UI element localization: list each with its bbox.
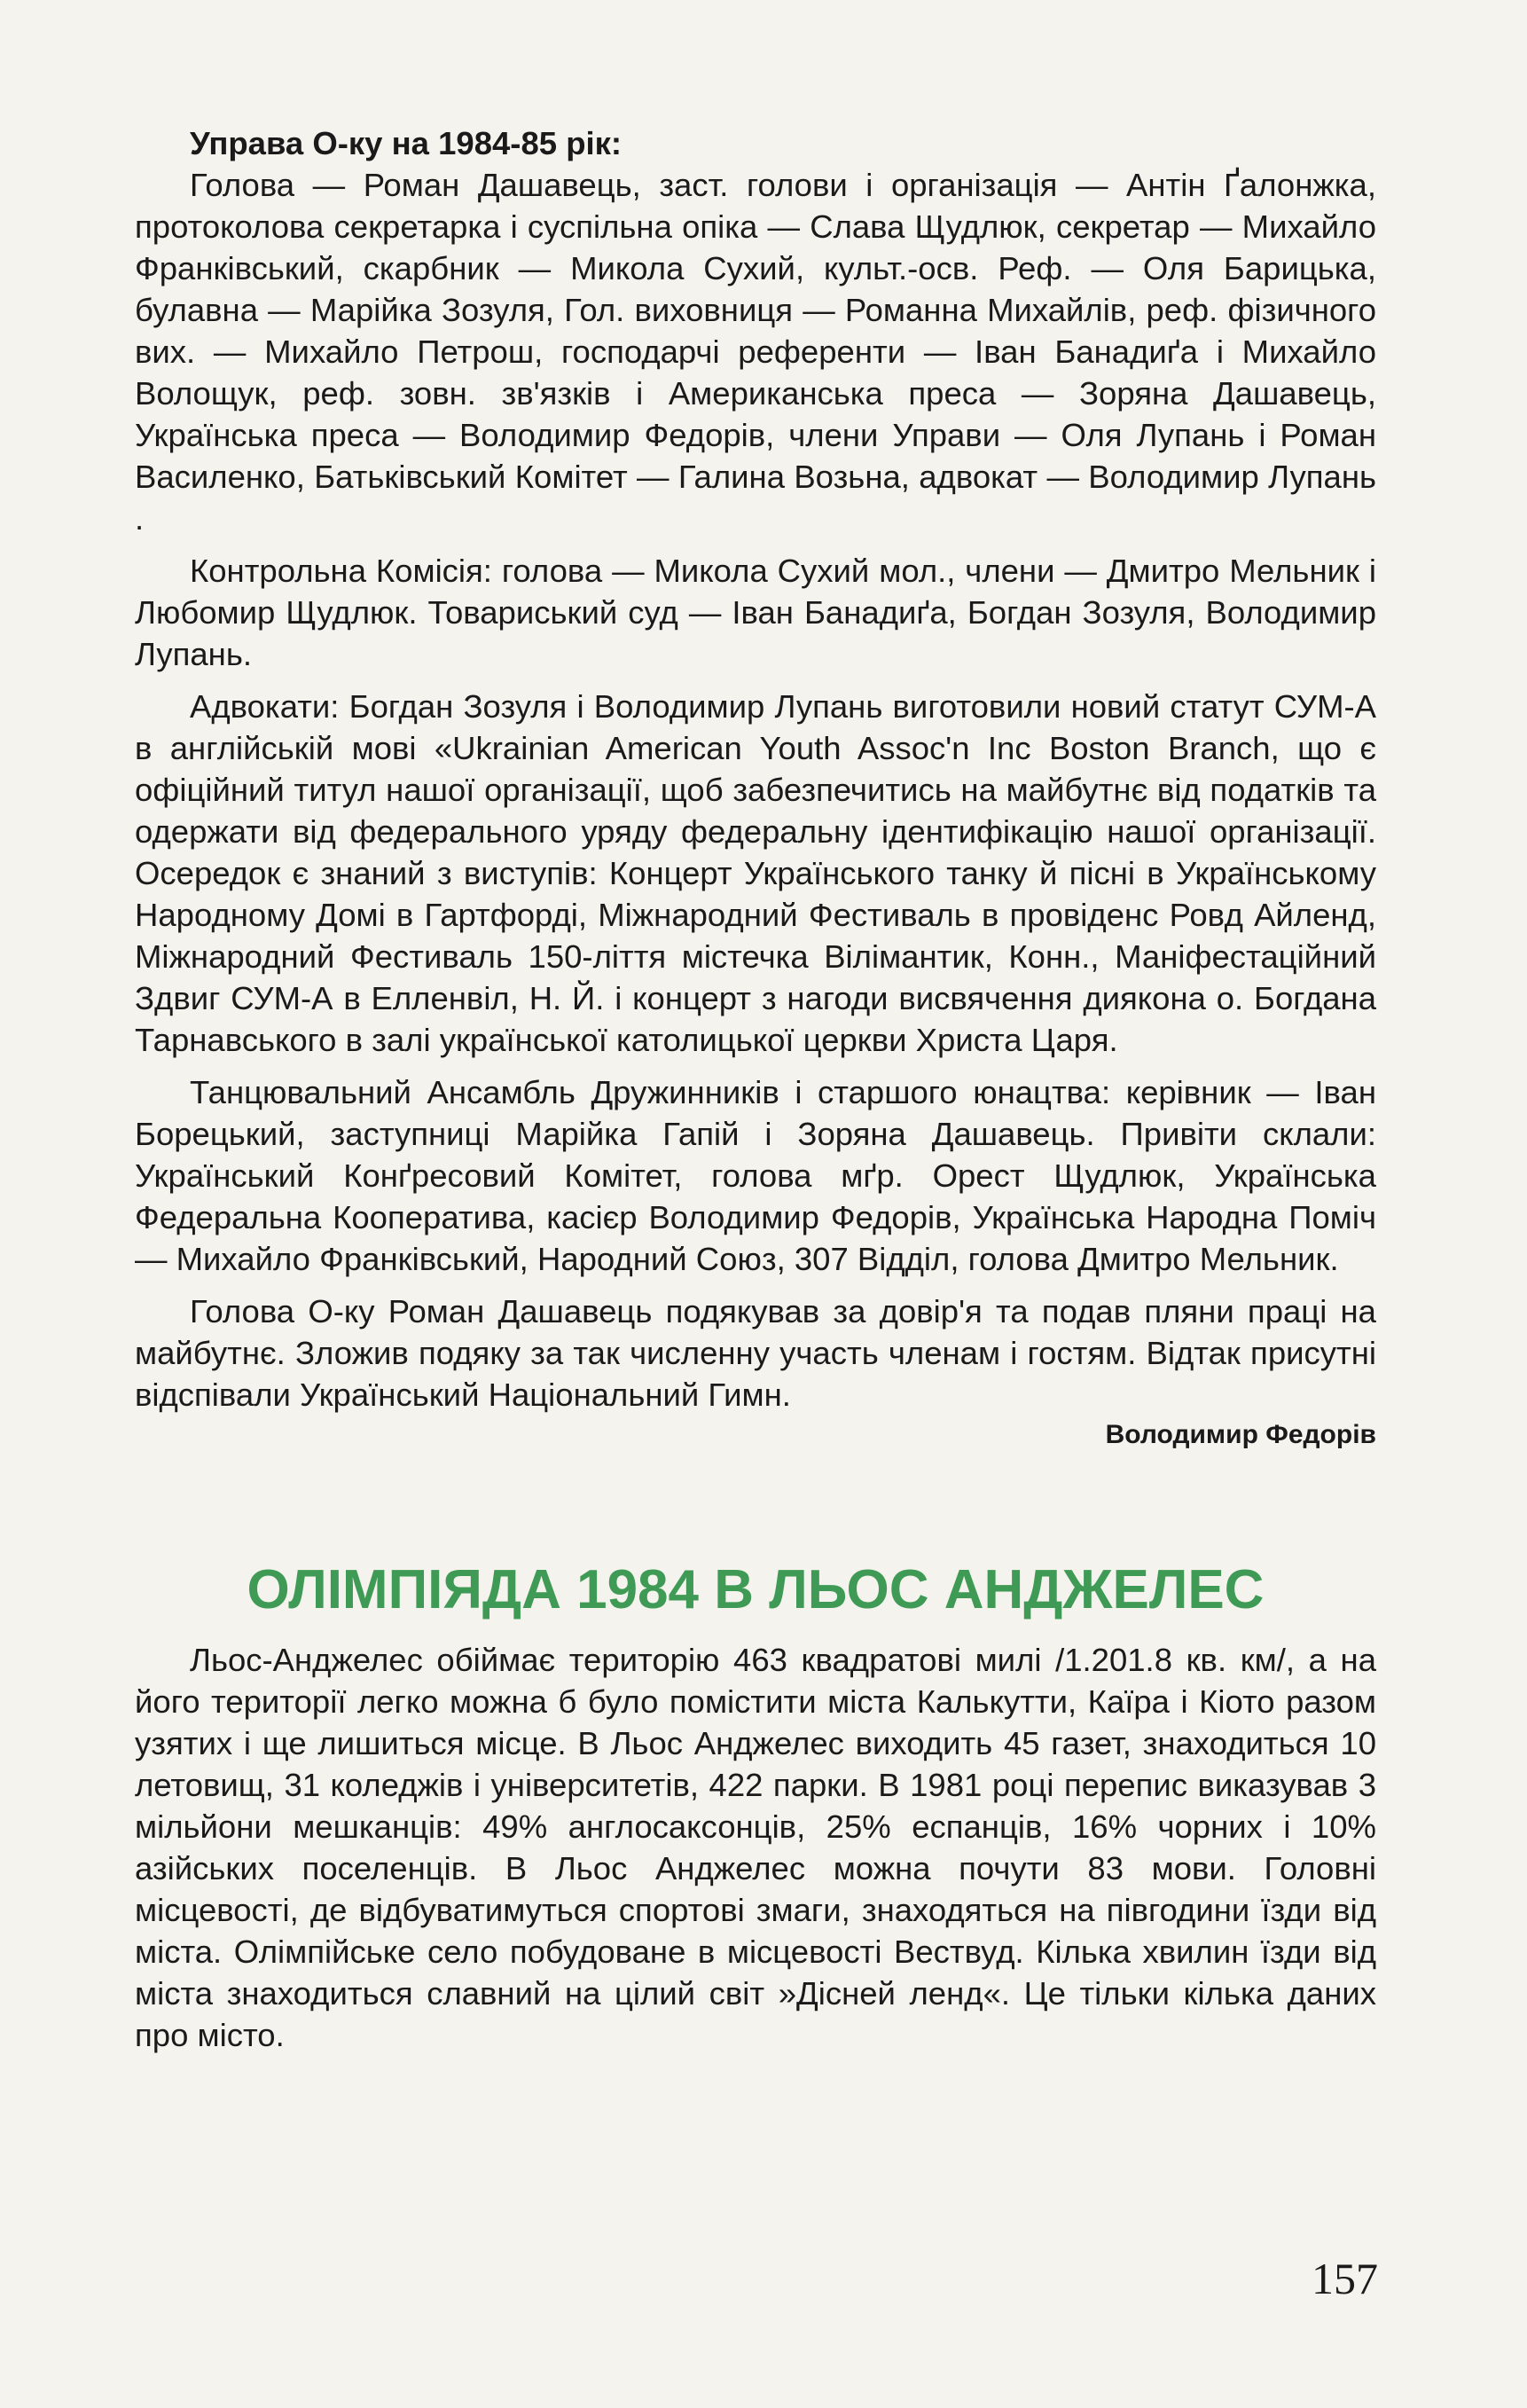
closing-paragraph: Голова О-ку Роман Дашавець подякував за довір'я та подав пляни праці на майбутнє. Зложив подяку за так численну участь членам і гостям. Відтак присутні відспівали Український Національний Гимн.: [135, 1293, 1376, 1413]
page-content: [135, 122, 1376, 2056]
author-signature: Володимир Федорів: [1105, 1420, 1376, 1449]
board-heading: Управа О-ку на 1984-85 рік:: [190, 125, 623, 161]
control-commission-paragraph: Контрольна Комісія: голова — Микола Сухий мол., члени — Дмитро Мельник і Любомир Щудлюк. Товариський суд — Іван Банадиґа, Богдан Зозуля, Володимир Лупань.: [135, 553, 1376, 672]
olympiad-paragraph: Льос-Анджелес обіймає територію 463 квадратові милі /1.201.8 кв. км/, а на його території легко можна б було помістити міста Калькутти, Каїра і Кіото разом узятих і ще лишиться місце. В Льос Анджелес виходить 45 газет, знаходиться 10 летовищ, 31 коледжів і університетів, 422 парки. В 1981 році перепис виказував 3 мільйони мешканців: 49% англосаксонців, 25% еспанців, 16% чорних і 10% азійських поселенців. В Льос Анджелес можна почути 83 мови. Головні місцевості, де відбуватимуться спортові змаги, знаходяться на півгодини їзди від міста. Олімпійське село побудоване в місцевості Вествуд. Кілька хвилин їзди від міста знаходиться славний на цілий світ »Дісней ленд«. Це тільки кілька даних про місто.: [135, 1642, 1376, 2053]
lawyers-paragraph: Адвокати: Богдан Зозуля і Володимир Лупань виготовили новий статут СУМ-А в англійській мові «Ukrainian American Youth Assoc'n Inc Boston Branch, що є офіційний титул нашої організації, щоб забезпечитись на майбутнє від податків та одержати від федерального уряду федеральну ідентифікацію нашої організації. Осередок є знаний з виступів: Концерт Українського танку й пісні в Українському Народному Домі в Гартфорді, Міжнародний Фестиваль в провіденс Ровд Айленд, Міжнародний Фестиваль 150-ліття містечка Вілімантик, Конн., Маніфестаційний Здвиг СУМ-А в Елленвіл, Н. Й. і концерт з нагоди висвячення диякона о. Богдана Тарнавського в залі української католицької церкви Христа Царя.: [135, 688, 1376, 1058]
olympiad-title: ОЛІМПІЯДА 1984 В ЛЬОС АНДЖЕЛЕС: [247, 1559, 1265, 1620]
ensemble-paragraph: Танцювальний Ансамбль Дружинників і старшого юнацтва: керівник — Іван Борецький, заступниці Марійка Гапій і Зоряна Дашавець. Привіти склали: Український Конґресовий Комітет, голова мґр. Орест Щудлюк, Українська Федеральна Кооператива, касієр Володимир Федорів, Українська Народна Поміч — Михайло Франківський, Народний Союз, 307 Відділ, голова Дмитро Мельник.: [135, 1074, 1376, 1277]
page-number: 157: [1312, 2254, 1378, 2303]
board-paragraph: Голова — Роман Дашавець, заст. голови і організація — Антін Ґалонжка, протоколова секретарка і суспільна опіка — Слава Щудлюк, секретар — Михайло Франківський, скарбник — Микола Сухий, культ.-осв. Реф. — Оля Барицька, булавна — Марійка Зозуля, Гол. виховниця — Романна Михайлів, реф. фізичного вих. — Михайло Петрош, господарчі референти — Іван Банадиґа і Михайло Волощук, реф. зовн. зв'язків і Американська преса — Зоряна Дашавець, Українська преса — Володимир Федорів, члени Управи — Оля Лупань і Роман Василенко, Батьківський Комітет — Галина Возьна, адвокат — Володимир Лупань .: [135, 167, 1376, 537]
